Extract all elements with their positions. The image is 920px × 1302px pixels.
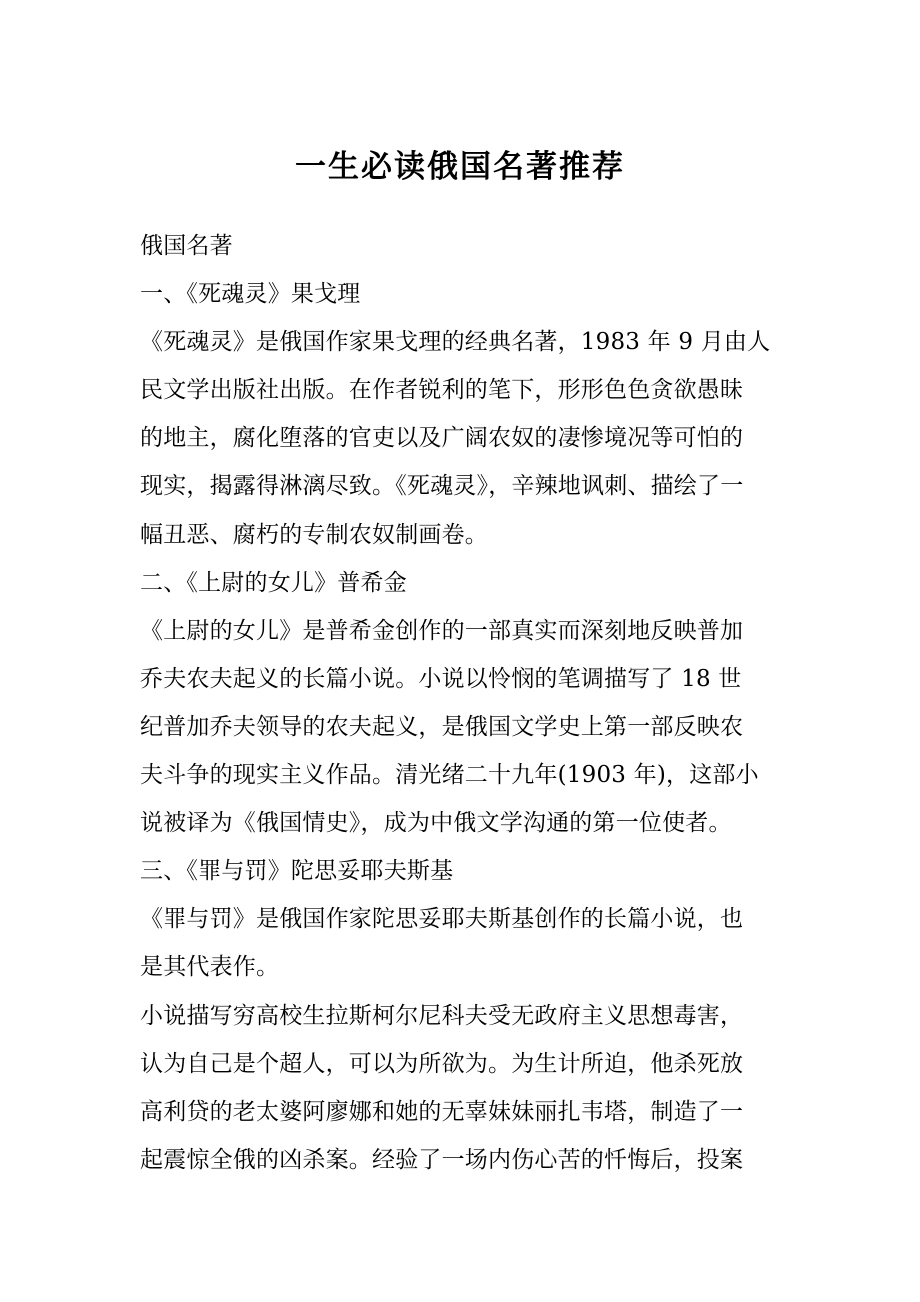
paragraph-line: 纪普加乔夫领导的农夫起义，是俄国文学史上第一部反映农 [140,713,744,740]
paragraph-line: 民文学出版社出版。在作者锐利的笔下，形形色色贪欲愚昧 [140,377,744,404]
section-heading: 俄国名著 [140,233,233,259]
paragraph-line: 《罪与罚》是俄国作家陀思妥耶夫斯基创作的长篇小说，也 [140,906,744,933]
paragraph-line: 认为自己是个超人，可以为所欲为。为生计所迫，他杀死放 [140,1050,744,1077]
document-body [140,222,785,1184]
paragraph-line: 《上尉的女儿》是普希金创作的一部真实而深刻地反映普加 [140,617,744,644]
paragraph-line: 乔夫农夫起义的长篇小说。小说以怜悯的笔调描写了 18 世 [140,665,742,692]
book-heading: 一、《死魂灵》果戈理 [140,281,361,308]
paragraph-line: 说被译为《俄国情史》，成为中俄文学沟通的第一位使者。 [140,810,732,837]
book-heading: 三、《罪与罚》陀思妥耶夫斯基 [140,858,454,885]
paragraph-line: 起震惊全俄的凶杀案。经验了一场内伤心苦的忏悔后，投案 [140,1146,744,1173]
paragraph-line: 夫斗争的现实主义作品。清光绪二十九年(1903 年)，这部小 [140,762,759,789]
paragraph-line: 《死魂灵》是俄国作家果戈理的经典名著，1983 年 9 月由人 [140,329,771,356]
paragraph-line: 的地主，腐化堕落的官吏以及广阔农奴的凄惨境况等可怕的 [140,425,744,452]
book-heading: 二、《上尉的女儿》普希金 [140,569,407,596]
paragraph-line: 是其代表作。 [140,954,280,981]
paragraph-line: 高利贷的老太婆阿廖娜和她的无辜妹妹丽扎韦塔，制造了一 [140,1098,744,1125]
page-title: 一生必读俄国名著推荐 [295,149,625,185]
paragraph-line: 小说描写穷高校生拉斯柯尔尼科夫受无政府主义思想毒害， [140,1002,744,1029]
paragraph-line: 现实，揭露得淋漓尽致。《死魂灵》，辛辣地讽刺、描绘了一 [140,473,744,500]
paragraph-line: 幅丑恶、腐朽的专制农奴制画卷。 [140,521,488,548]
